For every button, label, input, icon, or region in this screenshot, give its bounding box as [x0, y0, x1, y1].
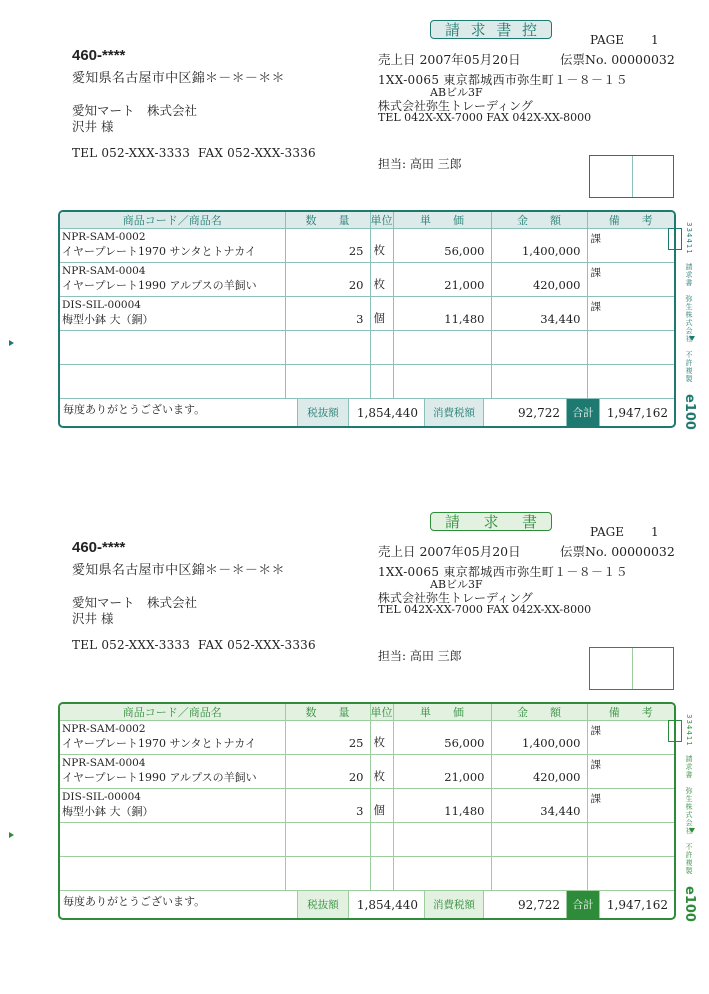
invoice-slip-copy — [0, 0, 709, 480]
item-code: DIS-SIL-00004 — [62, 791, 141, 803]
table-row — [60, 263, 674, 297]
yayoi-logo-icon — [668, 720, 682, 742]
table-row — [60, 721, 674, 755]
total-label: 合計 — [566, 891, 600, 918]
item-unit — [370, 365, 393, 399]
item-price — [393, 365, 491, 399]
subtotal-label: 税抜額 — [297, 399, 349, 426]
seal-box — [589, 647, 674, 690]
column-header: 単 価 — [393, 704, 491, 721]
sale-date: 売上日 2007年05月20日 — [378, 52, 521, 67]
item-qty — [285, 823, 370, 857]
seal-box — [589, 155, 674, 198]
item-unit — [370, 857, 393, 891]
page-number: 1 — [651, 525, 659, 539]
page-number: 1 — [651, 33, 659, 47]
customer-zip: 460-**** — [72, 539, 126, 556]
total-value: 1,947,162 — [606, 405, 668, 420]
table-row — [60, 331, 674, 365]
item-code — [62, 823, 283, 825]
title-char: 書 — [521, 513, 537, 531]
document-title — [430, 20, 552, 39]
item-name: 梅型小鉢 大（銅） — [62, 313, 154, 326]
item-price: 21,000 — [393, 755, 491, 789]
total-value: 1,947,162 — [606, 897, 668, 912]
tax-value: 92,722 — [518, 405, 560, 420]
line-items-table — [58, 702, 676, 920]
item-qty: 20 — [285, 263, 370, 297]
item-name: イヤープレート1970 サンタとトナカイ — [62, 737, 256, 750]
item-remark — [587, 365, 674, 399]
item-qty — [285, 365, 370, 399]
item-price: 21,000 — [393, 263, 491, 297]
customer-zip: 460-**** — [72, 47, 126, 64]
title-char: 求 — [483, 513, 499, 531]
item-code: NPR-SAM-0002 — [62, 231, 146, 243]
item-qty: 25 — [285, 229, 370, 263]
customer-tel: TEL 052-XXX-3333 — [72, 146, 191, 160]
table-row — [60, 297, 674, 331]
thanks-message: 毎度ありがとうございます。 — [63, 403, 206, 416]
table-row — [60, 857, 674, 891]
item-remark — [587, 857, 674, 891]
customer-address: 愛知県名古屋市中区錦＊－＊－＊＊ — [72, 563, 285, 578]
form-brand: e100 — [682, 885, 697, 922]
customer-company: 愛知マート 株式会社 — [72, 103, 198, 118]
item-remark — [587, 823, 674, 857]
item-code: NPR-SAM-0004 — [62, 757, 146, 769]
item-code: DIS-SIL-00004 — [62, 299, 141, 311]
fold-mark-icon — [689, 828, 695, 833]
item-amount: 34,440 — [491, 789, 587, 823]
title-char: 控 — [521, 21, 537, 39]
thanks-message: 毎度ありがとうございます。 — [63, 895, 206, 908]
document-title — [430, 512, 552, 531]
column-header: 金 額 — [491, 704, 587, 721]
title-char: 書 — [496, 21, 512, 39]
column-header: 単 価 — [393, 212, 491, 229]
item-qty: 20 — [285, 755, 370, 789]
column-header: 備 考 — [587, 704, 674, 721]
sender-building: ABビル3F — [430, 86, 483, 99]
item-amount: 1,400,000 — [491, 229, 587, 263]
item-code: NPR-SAM-0002 — [62, 723, 146, 735]
item-remark: 課 — [587, 263, 674, 297]
total-label: 合計 — [566, 399, 600, 426]
form-side-label — [683, 714, 697, 924]
item-unit: 枚 — [370, 229, 393, 263]
fold-mark-icon — [9, 340, 14, 346]
item-qty: 3 — [285, 297, 370, 331]
sender-address: 1XX-0065 東京都城西市弥生町１－８－１５ — [378, 73, 628, 87]
item-amount: 420,000 — [491, 755, 587, 789]
item-unit: 個 — [370, 789, 393, 823]
sender-address: 1XX-0065 東京都城西市弥生町１－８－１５ — [378, 565, 628, 579]
item-remark: 課 — [587, 789, 674, 823]
slip-number: 伝票No. 00000032 — [560, 544, 675, 559]
item-price: 56,000 — [393, 721, 491, 755]
item-amount — [491, 823, 587, 857]
staff-name: 担当: 高田 三郎 — [378, 649, 462, 663]
item-unit — [370, 823, 393, 857]
fold-mark-icon — [689, 336, 695, 341]
customer-tel: TEL 052-XXX-3333 — [72, 638, 191, 652]
subtotal-label: 税抜額 — [297, 891, 349, 918]
item-remark: 課 — [587, 721, 674, 755]
item-remark: 課 — [587, 297, 674, 331]
line-items-table — [58, 210, 676, 428]
column-header: 数 量 — [285, 704, 370, 721]
form-info-text: 334411 請求書 弥生株式会社 不許複製 — [685, 222, 693, 383]
slip-number: 伝票No. 00000032 — [560, 52, 675, 67]
item-name: イヤープレート1990 アルプスの羊飼い — [62, 279, 257, 292]
item-qty — [285, 331, 370, 365]
customer-person: 沢井 様 — [72, 611, 114, 626]
column-header: 商品コード／商品名 — [60, 212, 285, 229]
item-amount: 420,000 — [491, 263, 587, 297]
item-code: NPR-SAM-0004 — [62, 265, 146, 277]
table-row — [60, 789, 674, 823]
staff-name: 担当: 高田 三郎 — [378, 157, 462, 171]
item-remark: 課 — [587, 755, 674, 789]
item-amount — [491, 331, 587, 365]
customer-fax: FAX 052-XXX-3336 — [198, 638, 316, 652]
item-unit: 枚 — [370, 755, 393, 789]
sender-name: 株式会社弥生トレーディング — [378, 99, 533, 113]
subtotal-value: 1,854,440 — [356, 405, 418, 420]
page-label: PAGE — [590, 525, 624, 539]
table-row — [60, 229, 674, 263]
item-code — [62, 857, 283, 859]
sender-building: ABビル3F — [430, 578, 483, 591]
item-unit: 個 — [370, 297, 393, 331]
totals-row — [60, 890, 674, 918]
item-code — [62, 331, 283, 333]
item-remark: 課 — [587, 229, 674, 263]
tax-value: 92,722 — [518, 897, 560, 912]
sale-date: 売上日 2007年05月20日 — [378, 544, 521, 559]
column-header: 単位 — [370, 214, 393, 227]
item-qty: 3 — [285, 789, 370, 823]
item-amount — [491, 365, 587, 399]
table-row — [60, 755, 674, 789]
item-amount: 1,400,000 — [491, 721, 587, 755]
tax-label: 消費税額 — [424, 399, 484, 426]
customer-person: 沢井 様 — [72, 119, 114, 134]
item-amount — [491, 857, 587, 891]
item-qty: 25 — [285, 721, 370, 755]
table-row — [60, 365, 674, 399]
item-price — [393, 857, 491, 891]
invoice-slip-original — [0, 492, 709, 972]
totals-row — [60, 398, 674, 426]
column-header: 金 額 — [491, 212, 587, 229]
column-header: 単位 — [370, 706, 393, 719]
form-side-label — [683, 222, 697, 432]
form-brand: e100 — [682, 393, 697, 430]
item-unit — [370, 331, 393, 365]
title-char: 請 — [445, 21, 461, 39]
customer-company: 愛知マート 株式会社 — [72, 595, 198, 610]
item-unit: 枚 — [370, 721, 393, 755]
sender-name: 株式会社弥生トレーディング — [378, 591, 533, 605]
form-info-text: 334411 請求書 弥生株式会社 不許複製 — [685, 714, 693, 875]
item-price — [393, 331, 491, 365]
column-header: 備 考 — [587, 212, 674, 229]
item-name: イヤープレート1970 サンタとトナカイ — [62, 245, 256, 258]
sender-contact: TEL 042X-XX-7000 FAX 042X-XX-8000 — [378, 603, 592, 616]
tax-label: 消費税額 — [424, 891, 484, 918]
customer-fax: FAX 052-XXX-3336 — [198, 146, 316, 160]
item-price: 11,480 — [393, 297, 491, 331]
item-qty — [285, 857, 370, 891]
column-header: 数 量 — [285, 212, 370, 229]
item-price: 56,000 — [393, 229, 491, 263]
item-unit: 枚 — [370, 263, 393, 297]
customer-address: 愛知県名古屋市中区錦＊－＊－＊＊ — [72, 71, 285, 86]
fold-mark-icon — [9, 832, 14, 838]
yayoi-logo-icon — [668, 228, 682, 250]
subtotal-value: 1,854,440 — [356, 897, 418, 912]
item-name: 梅型小鉢 大（銅） — [62, 805, 154, 818]
item-price — [393, 823, 491, 857]
title-char: 請 — [445, 513, 461, 531]
item-name: イヤープレート1990 アルプスの羊飼い — [62, 771, 257, 784]
sender-contact: TEL 042X-XX-7000 FAX 042X-XX-8000 — [378, 111, 592, 124]
item-amount: 34,440 — [491, 297, 587, 331]
column-header: 商品コード／商品名 — [60, 704, 285, 721]
table-row — [60, 823, 674, 857]
item-remark — [587, 331, 674, 365]
item-code — [62, 365, 283, 367]
item-price: 11,480 — [393, 789, 491, 823]
title-char: 求 — [470, 21, 486, 39]
page-label: PAGE — [590, 33, 624, 47]
